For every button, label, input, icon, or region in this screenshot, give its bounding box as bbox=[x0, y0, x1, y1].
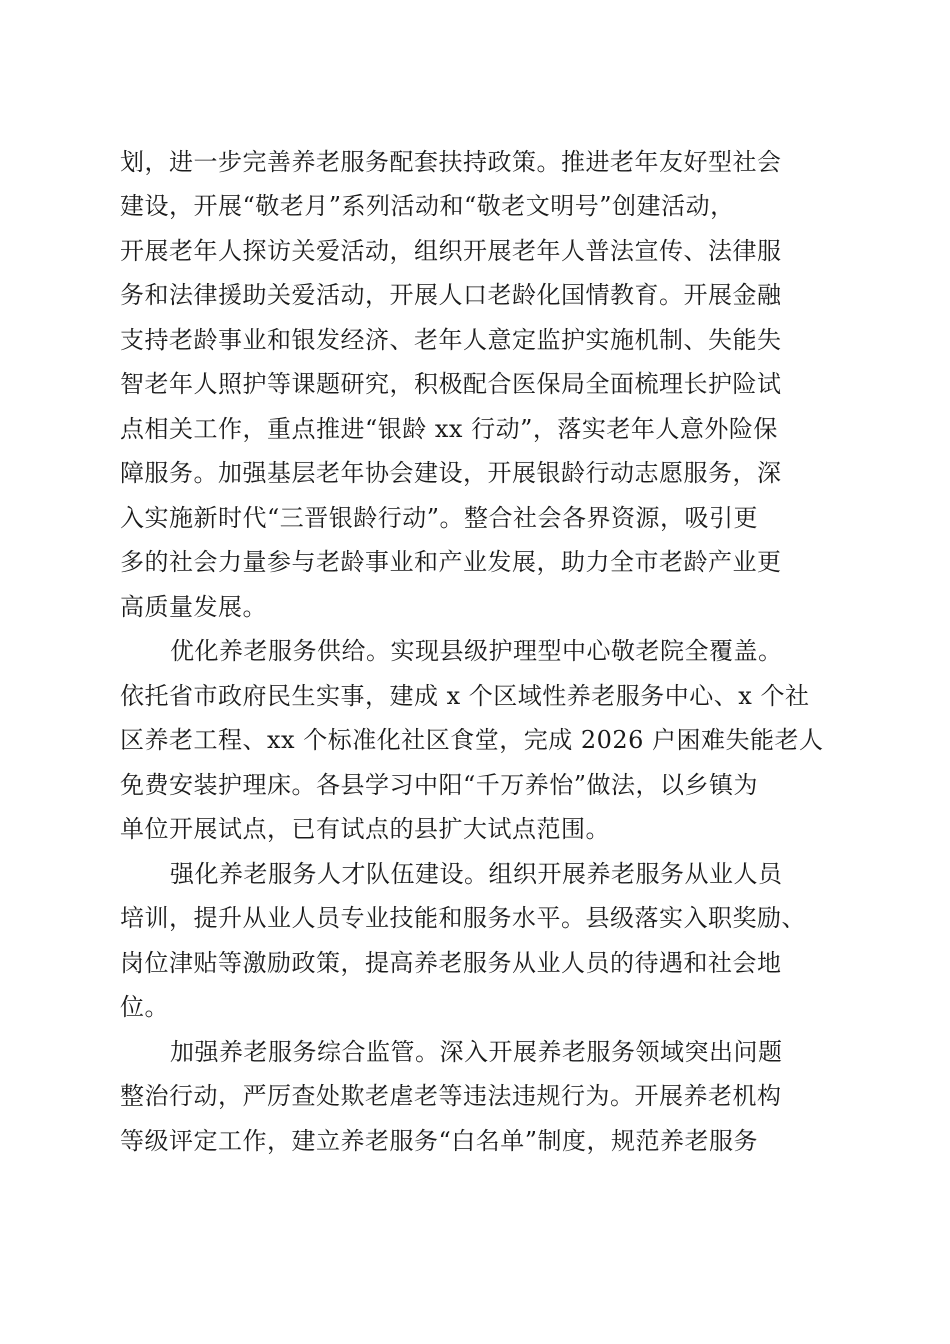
text-line: 高质量发展。 bbox=[120, 593, 267, 621]
text-line: 依托省市政府民生实事，建成 x 个区域性养老服务中心、x 个社 bbox=[120, 682, 810, 710]
text-line: 培训，提升从业人员专业技能和服务水平。县级落实入职奖励、 bbox=[120, 904, 806, 932]
text-line: 开展老年人探访关爱活动，组织开展老年人普法宣传、法律服 bbox=[120, 237, 782, 265]
text-line: 免费安装护理床。各县学习中阳“千万养怡”做法，以乡镇为 bbox=[120, 771, 759, 799]
text-line: 障服务。加强基层老年协会建设，开展银龄行动志愿服务，深 bbox=[120, 459, 782, 487]
paragraph-heading-line: 加强养老服务综合监管。深入开展养老服务领域突出问题 bbox=[170, 1038, 783, 1066]
text-line: 入实施新时代“三晋银龄行动”。整合社会各界资源，吸引更 bbox=[120, 504, 759, 532]
text-line: 多的社会力量参与老龄事业和产业发展，助力全市老龄产业更 bbox=[120, 548, 782, 576]
text-line: 区养老工程、xx 个标准化社区食堂，完成 2026 户困难失能老人 bbox=[120, 726, 824, 754]
text-line: 整治行动，严厉查处欺老虐老等违法违规行为。开展养老机构 bbox=[120, 1082, 782, 1110]
text-line: 务和法律援助关爱活动，开展人口老龄化国情教育。开展金融 bbox=[120, 281, 782, 309]
text-line: 等级评定工作，建立养老服务“白名单”制度，规范养老服务 bbox=[120, 1127, 759, 1155]
paragraph-heading-line: 优化养老服务供给。实现县级护理型中心敬老院全覆盖。 bbox=[170, 637, 783, 665]
text-line: 智老年人照护等课题研究，积极配合医保局全面梳理长护险试 bbox=[120, 370, 782, 398]
text-line: 支持老龄事业和银发经济、老年人意定监护实施机制、失能失 bbox=[120, 326, 782, 354]
text-line: 岗位津贴等激励政策，提高养老服务从业人员的待遇和社会地 bbox=[120, 949, 782, 977]
paragraph-heading-line: 强化养老服务人才队伍建设。组织开展养老服务从业人员 bbox=[170, 860, 783, 888]
text-line: 建设，开展“敬老月”系列活动和“敬老文明号”创建活动， bbox=[120, 192, 735, 220]
text-line: 位。 bbox=[120, 993, 169, 1021]
text-line: 划，进一步完善养老服务配套扶持政策。推进老年友好型社会 bbox=[120, 148, 782, 176]
text-line: 点相关工作，重点推进“银龄 xx 行动”，落实老年人意外险保 bbox=[120, 415, 778, 443]
text-line: 单位开展试点，已有试点的县扩大试点范围。 bbox=[120, 815, 610, 843]
